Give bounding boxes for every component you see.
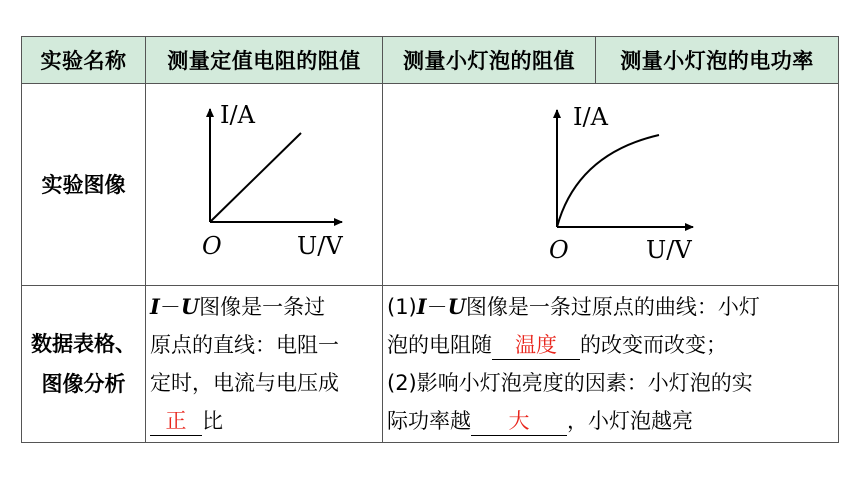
answer-blank-proportional: 正 [150,407,202,436]
resistor-line2: 原点的直线：电阻一 [150,333,339,357]
var-i: I [416,294,427,319]
y-axis-label: I/A [220,101,255,129]
header-row [22,37,839,84]
dash: － [159,295,181,319]
analysis-label-line1: 数据表格、 [31,332,136,356]
var-u: U [447,294,466,319]
answer-blank-temperature: 温度 [492,331,580,360]
origin-label: O [548,236,569,264]
curve-iu-graph [511,92,711,277]
image-row [22,84,839,286]
image-row-label: 实验图像 [22,84,146,286]
header-resistor: 测量定值电阻的阻值 [146,37,383,84]
curve-line [557,135,659,227]
resistor-line1 [150,288,378,326]
experiment-comparison-table [21,36,839,443]
lamp-line4-tail: ，小灯泡越亮 [567,409,693,433]
lamp-line2 [387,326,834,364]
dash: － [426,295,448,319]
item-1-marker: (1) [387,295,417,319]
lamp-analysis-cell [383,286,839,443]
header-lamp-power: 测量小灯泡的电功率 [596,37,839,84]
y-axis-label: I/A [572,103,608,131]
header-lamp-resistance: 测量小灯泡的阻值 [383,37,596,84]
lamp-line2-head: 泡的电阻随 [387,333,492,357]
lamp-graph-cell [383,84,839,286]
resistor-line4 [150,402,378,440]
linear-iu-graph [164,92,364,277]
origin-label: O [202,232,222,260]
resistor-line1-text: 图像是一条过 [199,295,326,319]
header-experiment-name: 实验名称 [22,37,146,84]
lamp-line3: (2)影响小灯泡亮度的因素：小灯泡的实 [387,371,753,395]
linear-line [210,133,301,222]
var-i: I [150,294,160,319]
analysis-row-label [22,286,146,443]
lamp-line4 [387,402,834,440]
resistor-graph-cell [146,84,383,286]
analysis-row [22,286,839,443]
lamp-line2-tail: 的改变而改变； [580,333,727,357]
var-u: U [180,294,200,319]
answer-blank-larger: 大 [471,407,567,436]
lamp-line4-head: 际功率越 [387,409,471,433]
x-axis-label: U/V [297,232,343,260]
analysis-label-line2: 图像分析 [41,372,126,396]
x-axis-label: U/V [645,236,692,264]
lamp-line1-text: 图像是一条过原点的曲线：小灯 [465,295,760,319]
resistor-line3: 定时，电流与电压成 [150,371,339,395]
resistor-line4-text: 比 [202,409,223,433]
resistor-analysis-cell [146,286,383,443]
lamp-line1 [387,288,834,326]
